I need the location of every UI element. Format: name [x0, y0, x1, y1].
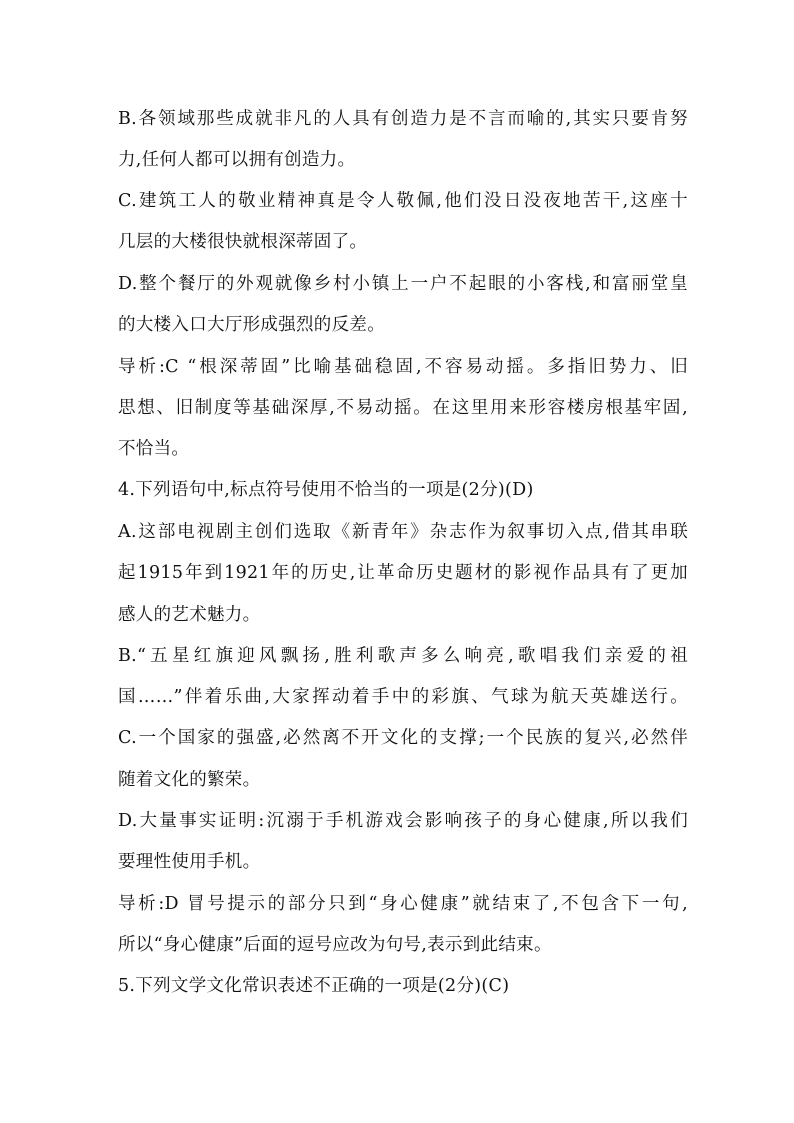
text-line-option-b-2: 力,任何人都可以拥有创造力。: [118, 150, 356, 170]
text-line-q4-option-d-2: 要理性使用手机。: [118, 852, 261, 872]
text-line-option-c-1: C.建筑工人的敬业精神真是令人敬佩,他们没日没夜地苦干,这座十: [118, 191, 688, 211]
text-line-q4-option-b-2: 国……”伴着乐曲,大家挥动着手中的彩旗、气球为航天英雄送行。: [118, 687, 688, 707]
text-line-analysis-1: 导析:C “根深蒂固”比喻基础稳固,不容易动摇。多指旧势力、旧: [118, 357, 688, 377]
question-5-heading: 5.下列文学文化常识表述不正确的一项是(2分)(C): [118, 976, 510, 996]
text-line-option-d-1: D.整个餐厅的外观就像乡村小镇上一户不起眼的小客栈,和富丽堂皇: [118, 274, 688, 294]
text-line-q4-option-a-3: 感人的艺术魅力。: [118, 605, 261, 625]
text-line-option-b-1: B.各领域那些成就非凡的人具有创造力是不言而喻的,其实只要肯努: [118, 109, 688, 129]
text-line-option-d-2: 的大楼入口大厅形成强烈的反差。: [118, 315, 385, 335]
text-line-q4-option-a-1: A.这部电视剧主创们选取《新青年》杂志作为叙事切入点,借其串联: [118, 522, 688, 542]
text-line-q4-option-d-1: D.大量事实证明:沉溺于手机游戏会影响孩子的身心健康,所以我们: [118, 811, 688, 831]
text-line-q4-option-c-1: C.一个国家的强盛,必然离不开文化的支撑;一个民族的复兴,必然伴: [118, 728, 688, 748]
question-4-heading: 4.下列语句中,标点符号使用不恰当的一项是(2分)(D): [118, 480, 534, 500]
text-line-q4-option-c-2: 随着文化的繁荣。: [118, 770, 261, 790]
text-line-option-c-2: 几层的大楼很快就根深蒂固了。: [118, 232, 368, 252]
text-line-analysis-3: 不恰当。: [118, 439, 190, 459]
text-line-q4-option-b-1: B.“五星红旗迎风飘扬,胜利歌声多么响亮,歌唱我们亲爱的祖: [118, 646, 688, 666]
text-line-q4-analysis-2: 所以“身心健康”后面的逗号应改为句号,表示到此结束。: [118, 935, 552, 955]
text-line-analysis-2: 思想、旧制度等基础深厚,不易动摇。在这里用来形容楼房根基牢固,: [118, 398, 688, 418]
text-line-q4-analysis-1: 导析:D 冒号提示的部分只到“身心健康”就结束了,不包含下一句,: [118, 894, 688, 914]
text-line-q4-option-a-2: 起1915年到1921年的历史,让革命历史题材的影视作品具有了更加: [118, 563, 688, 583]
